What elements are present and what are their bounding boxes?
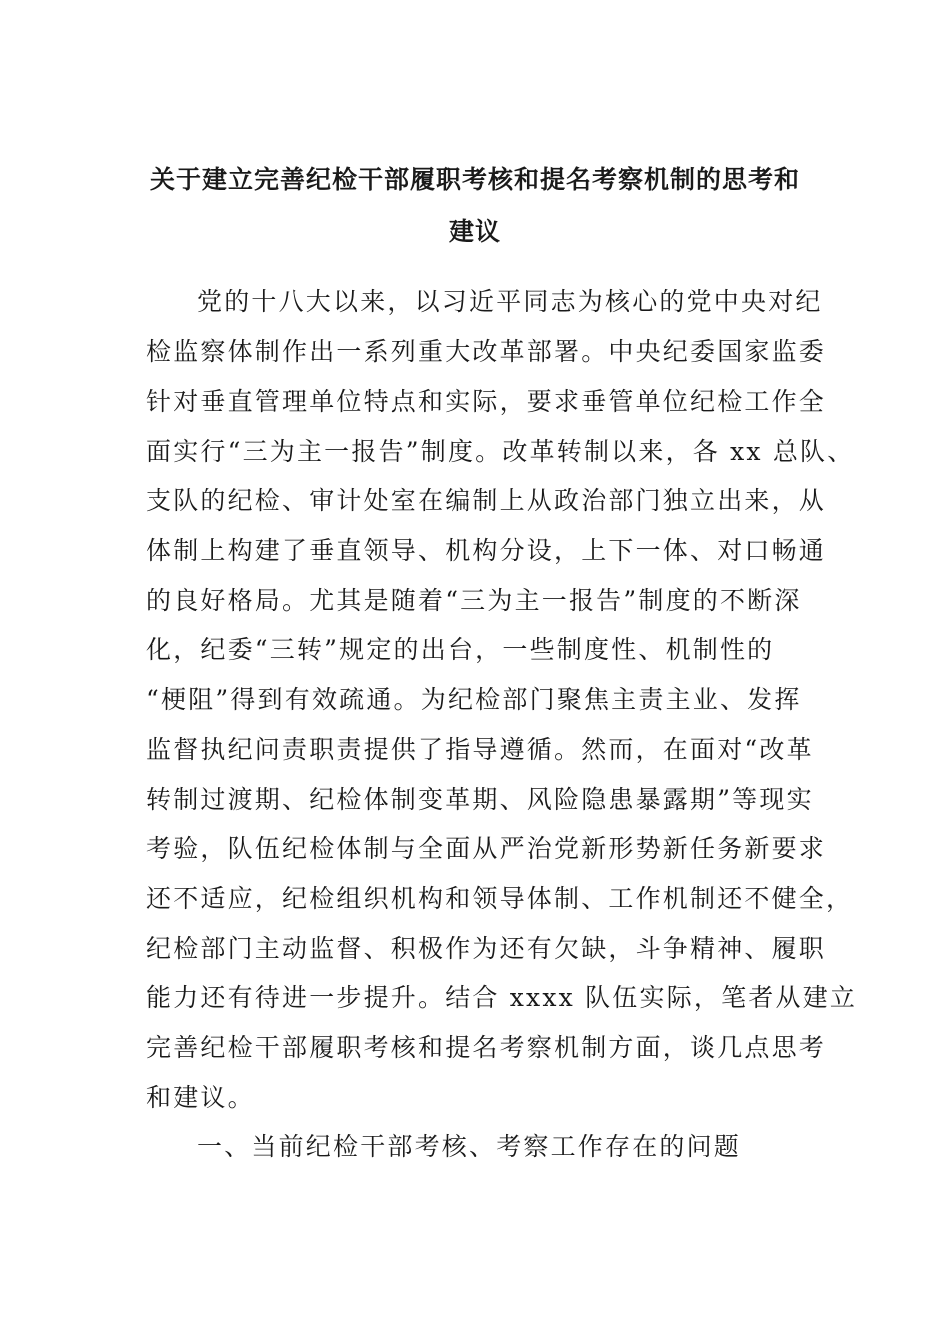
- paragraph-line: 化，纪委“三转”规定的出台，一些制度性、机制性的: [146, 635, 775, 664]
- document-title-line-2: 建议: [448, 217, 501, 246]
- paragraph-line: 监督执纪问责职责提供了指导遵循。然而，在面对“改革: [146, 735, 814, 764]
- paragraph-line: 面实行“三为主一报告”制度。改革转制以来，各 xx 总队、: [146, 437, 855, 466]
- paragraph-line: 和建议。: [146, 1083, 255, 1112]
- paragraph-line: 完善纪检干部履职考核和提名考察机制方面，谈几点思考: [146, 1033, 827, 1062]
- paragraph-line: 还不适应，纪检组织机构和领导体制、工作机制还不健全，: [146, 884, 854, 913]
- paragraph-line: 的良好格局。尤其是随着“三为主一报告”制度的不断深: [146, 586, 802, 615]
- paragraph-line: 党的十八大以来，以习近平同志为核心的党中央对纪: [197, 287, 823, 316]
- paragraph-line: 考验，队伍纪检体制与全面从严治党新形势新任务新要求: [146, 834, 827, 863]
- paragraph-line: 检监察体制作出一系列重大改革部署。中央纪委国家监委: [146, 337, 827, 366]
- section-heading: 一、当前纪检干部考核、考察工作存在的问题: [197, 1132, 742, 1161]
- document-title-line-1: 关于建立完善纪检干部履职考核和提名考察机制的思考和: [149, 165, 800, 194]
- paragraph-line: 针对垂直管理单位特点和实际，要求垂管单位纪检工作全: [146, 387, 827, 416]
- paragraph-line: 体制上构建了垂直领导、机构分设，上下一体、对口畅通: [146, 536, 827, 565]
- paragraph-line: 能力还有待进一步提升。结合 xxxx 队伍实际，笔者从建立: [146, 983, 858, 1012]
- paragraph-line: 支队的纪检、审计处室在编制上从政治部门独立出来，从: [146, 486, 827, 515]
- paragraph-line: “梗阻”得到有效疏通。为纪检部门聚焦主责主业、发挥: [146, 685, 802, 714]
- paragraph-line: 纪检部门主动监督、积极作为还有欠缺，斗争精神、履职: [146, 934, 827, 963]
- paragraph-line: 转制过渡期、纪检体制变革期、风险隐患暴露期”等现实: [146, 785, 814, 814]
